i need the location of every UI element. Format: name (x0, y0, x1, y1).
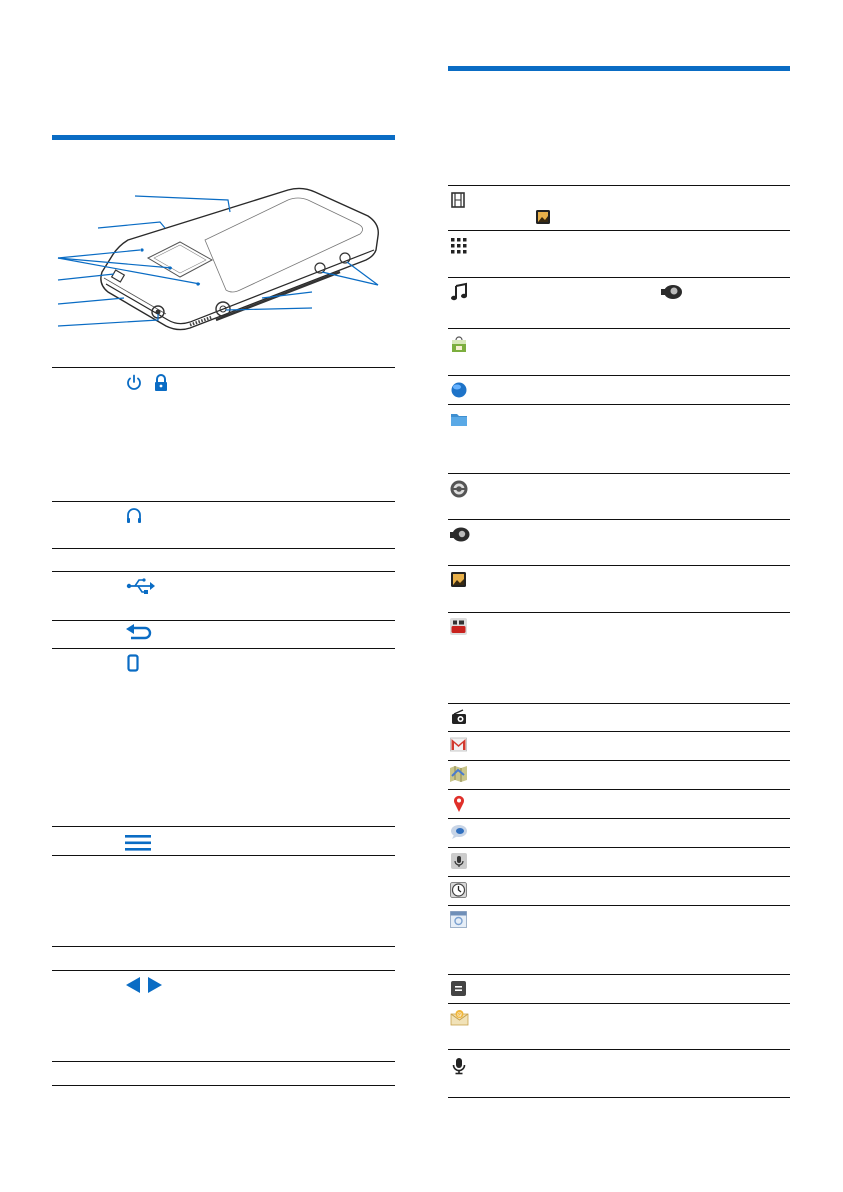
left-table-row-divider (52, 571, 395, 572)
right-table-row-divider (448, 375, 790, 376)
right-table-row-divider (448, 789, 790, 790)
left-table-row-divider (52, 826, 395, 827)
left-table-row-divider (52, 501, 395, 502)
podcast-icon (660, 283, 684, 301)
right-table-row-divider (448, 818, 790, 819)
right-table-row-divider (448, 1003, 790, 1004)
usb-icon (126, 577, 156, 595)
market-icon (451, 336, 467, 353)
app-grid-icon (451, 238, 467, 254)
right-table-row-divider (448, 473, 790, 474)
places-pin-icon (453, 795, 465, 812)
left-table-row-divider (52, 648, 395, 649)
right-table-row-divider (448, 565, 790, 566)
right-table-row-divider (448, 277, 790, 278)
gallery-icon (536, 210, 550, 224)
back-arrow-icon (125, 624, 153, 642)
left-section-rule (52, 135, 395, 140)
camera-icon (449, 526, 471, 543)
browser-globe-icon (451, 382, 467, 398)
left-table-row-divider (52, 548, 395, 549)
right-table-row-divider (448, 230, 790, 231)
settings-icon (450, 480, 468, 498)
lock-icon (153, 374, 169, 392)
right-table-row-divider (448, 905, 790, 906)
power-icon (125, 374, 143, 392)
right-table-row-divider (448, 519, 790, 520)
right-table-row-divider (448, 1049, 790, 1050)
device-illustration (40, 180, 390, 340)
email-icon (450, 1009, 469, 1026)
film-icon (451, 192, 465, 208)
calendar-icon (450, 911, 467, 928)
youtube-icon (450, 618, 467, 635)
headphones-icon (126, 507, 142, 525)
talk-icon (450, 824, 468, 840)
right-table-row-divider (448, 876, 790, 877)
right-table-row-divider (448, 328, 790, 329)
left-table-row-divider (52, 620, 395, 621)
home-phone-icon (127, 654, 139, 672)
right-table-row-divider (448, 760, 790, 761)
right-table-row-divider (448, 847, 790, 848)
volume-right-icon (147, 976, 163, 994)
left-table-row-divider (52, 1061, 395, 1062)
menu-icon (125, 834, 151, 852)
file-folder-icon (450, 411, 468, 427)
left-table-bottom-rule (52, 1085, 395, 1086)
gmail-icon (450, 737, 467, 752)
right-table-row-divider (448, 731, 790, 732)
gallery-icon (451, 572, 466, 587)
right-table-row-divider (448, 974, 790, 975)
left-table-row-divider (52, 970, 395, 971)
clock-icon (450, 882, 467, 898)
radio-icon (451, 709, 467, 725)
right-section-rule (448, 66, 790, 71)
left-table-row-divider (52, 855, 395, 856)
right-table-bottom-rule (448, 1097, 790, 1098)
volume-left-icon (125, 976, 141, 994)
voice-search-icon (451, 853, 467, 869)
left-table-row-divider (52, 946, 395, 947)
microphone-icon (452, 1057, 466, 1075)
music-note-icon (451, 283, 467, 301)
right-table-row-divider (448, 404, 790, 405)
right-table-row-divider (448, 612, 790, 613)
left-table-top-rule (52, 367, 395, 368)
right-table-top-rule (448, 185, 790, 186)
svg-text:@: @ (457, 1012, 462, 1018)
right-table-row-divider (448, 703, 790, 704)
notes-icon (451, 981, 466, 996)
maps-icon (450, 766, 467, 782)
